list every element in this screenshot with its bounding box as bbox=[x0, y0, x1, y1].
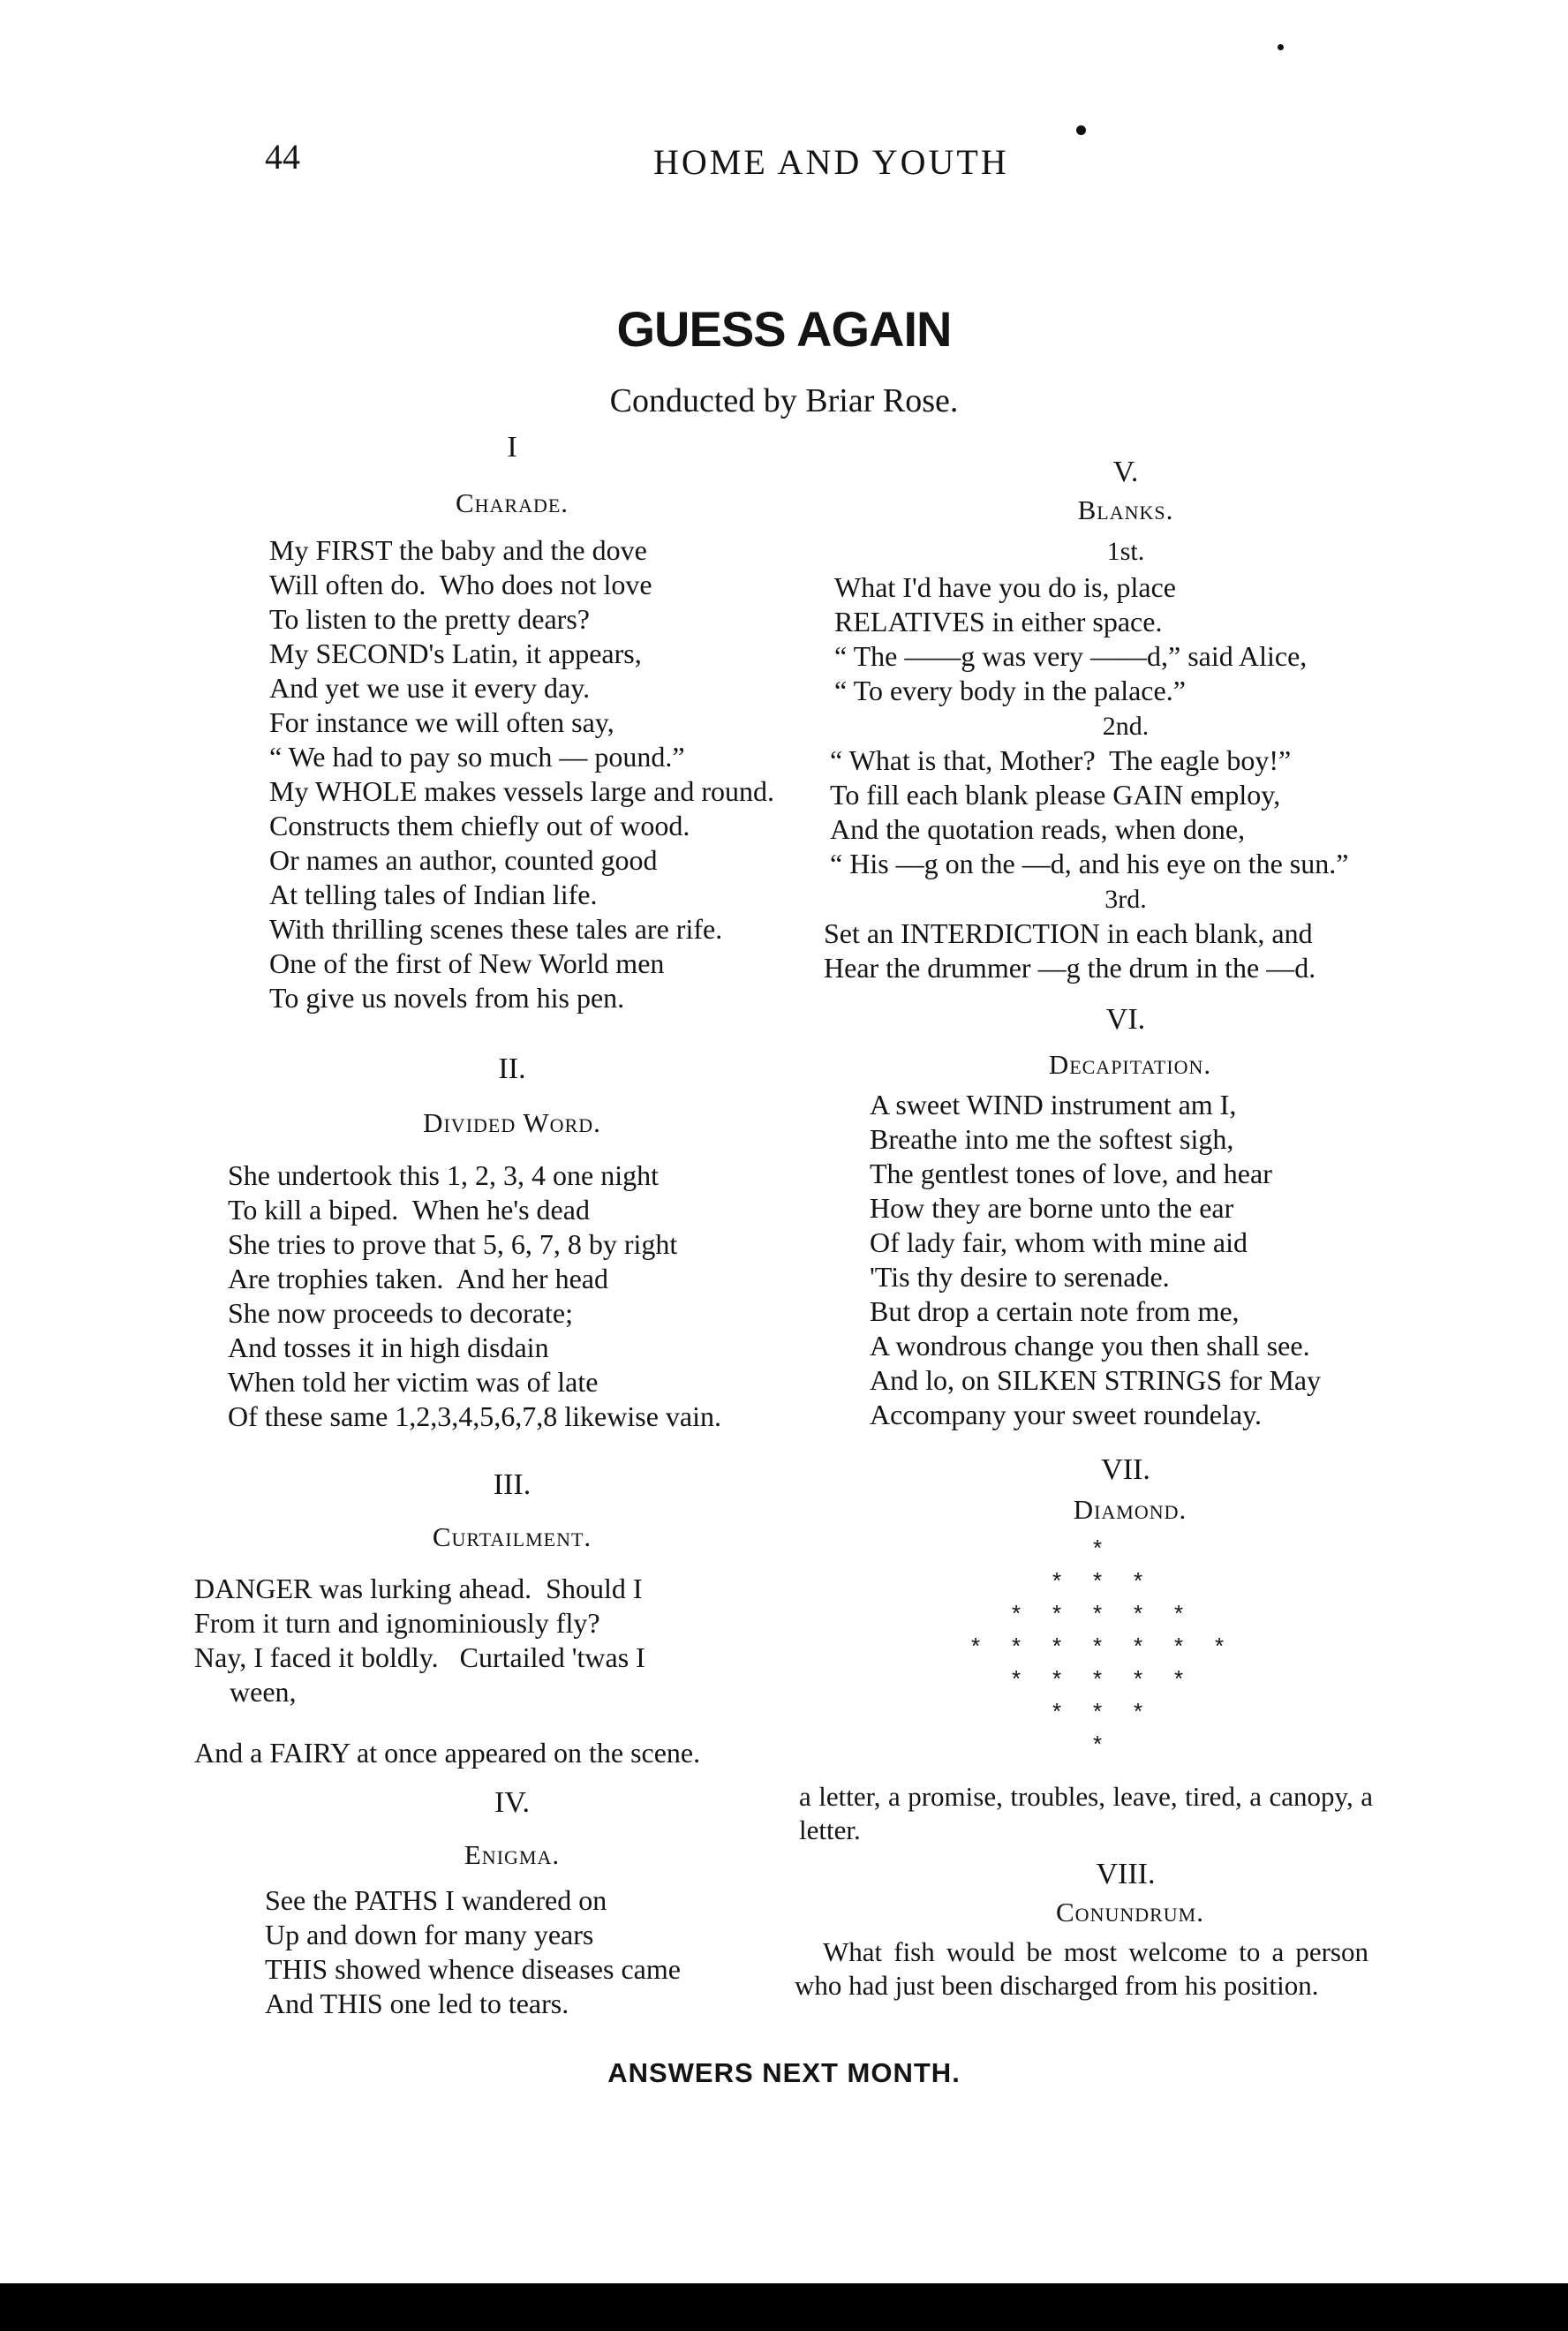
diamond-star: * bbox=[1215, 1633, 1225, 1659]
verse-line: And THIS one led to tears. bbox=[265, 1988, 569, 2019]
verse-line: Nay, I faced it boldly. Curtailed 'twas I bbox=[194, 1641, 645, 1673]
verse-line: She undertook this 1, 2, 3, 4 one night bbox=[228, 1159, 659, 1191]
verse-line: With thrilling scenes these tales are rife. bbox=[269, 913, 723, 945]
section-title-blanks: Blanks. bbox=[1077, 494, 1174, 525]
verse-line: Or names an author, counted good bbox=[269, 844, 658, 876]
diamond-star: * bbox=[1052, 1600, 1062, 1626]
verse-line: My WHOLE makes vessels large and round. bbox=[269, 775, 775, 807]
verse-line: See the PATHS I wandered on bbox=[265, 1884, 607, 1916]
divided-word-verse bbox=[228, 1158, 721, 1434]
verse-line: Of these same 1,2,3,4,5,6,7,8 likewise vain. bbox=[228, 1400, 721, 1432]
blanks-verse-2 bbox=[830, 743, 1348, 881]
verse-line: To fill each blank please GAIN employ, bbox=[830, 779, 1281, 811]
verse-line: Are trophies taken. And her head bbox=[228, 1263, 608, 1294]
verse-line: RELATIVES in either space. bbox=[834, 606, 1163, 637]
diamond-clue: a letter, a promise, troubles, leave, tired, a canopy, a letter. bbox=[799, 1781, 1373, 1845]
charade-verse bbox=[269, 533, 774, 1015]
verse-line: And lo, on SILKEN STRINGS for May bbox=[870, 1364, 1322, 1396]
verse-line: Hear the drummer —g the drum in the —d. bbox=[824, 952, 1316, 984]
byline: Conducted by Briar Rose. bbox=[609, 382, 959, 419]
section-number-3: III. bbox=[493, 1468, 531, 1501]
verse-line: A wondrous change you then shall see. bbox=[870, 1330, 1310, 1362]
diamond-star: * bbox=[1093, 1731, 1103, 1757]
diamond-star: * bbox=[1093, 1567, 1103, 1594]
section-number-8: VIII. bbox=[1096, 1858, 1156, 1890]
diamond-star: * bbox=[1012, 1665, 1021, 1692]
section-title-curtailment: Curtailment. bbox=[432, 1521, 592, 1552]
page-title: GUESS AGAIN bbox=[616, 301, 952, 357]
section-title-conundrum: Conundrum. bbox=[1056, 1897, 1204, 1927]
diamond-star: * bbox=[1174, 1600, 1184, 1626]
ink-speck bbox=[1278, 44, 1284, 50]
section-title-enigma: Enigma. bbox=[464, 1839, 561, 1870]
verse-line: At telling tales of Indian life. bbox=[269, 879, 598, 910]
verse-line: Breathe into me the softest sigh, bbox=[870, 1123, 1234, 1155]
diamond-star: * bbox=[1134, 1567, 1143, 1594]
verse-line: And the quotation reads, when done, bbox=[830, 813, 1246, 845]
verse-line: “ The ——g was very ——d,” said Alice, bbox=[834, 640, 1308, 672]
blanks-verse-1 bbox=[834, 570, 1307, 708]
diamond-star: * bbox=[1093, 1665, 1103, 1692]
verse-line: “ To every body in the palace.” bbox=[834, 675, 1186, 706]
section-number-4: IV. bbox=[494, 1786, 530, 1819]
section-title-decapitation: Decapitation. bbox=[1048, 1049, 1212, 1080]
diamond-star: * bbox=[1012, 1600, 1021, 1626]
verse-line: Will often do. Who does not love bbox=[269, 569, 652, 600]
section-number-5: V. bbox=[1112, 456, 1139, 488]
blanks-part-label-1: 1st. bbox=[1106, 537, 1145, 566]
diamond-star: * bbox=[1093, 1698, 1103, 1724]
diamond-star: * bbox=[1134, 1665, 1143, 1692]
verse-line: Accompany your sweet roundelay. bbox=[870, 1399, 1262, 1430]
scan-border bbox=[0, 2283, 1568, 2331]
verse-line: “ What is that, Mother? The eagle boy!” bbox=[830, 744, 1292, 776]
diamond-star: * bbox=[1052, 1665, 1062, 1692]
verse-line: DANGER was lurking ahead. Should I bbox=[194, 1573, 643, 1604]
answers-notice: ANSWERS NEXT MONTH. bbox=[607, 2057, 961, 2088]
verse-line: My FIRST the baby and the dove bbox=[269, 534, 647, 566]
diamond-star: * bbox=[1093, 1600, 1103, 1626]
diamond-star: * bbox=[1052, 1698, 1062, 1724]
verse-line: The gentlest tones of love, and hear bbox=[870, 1158, 1272, 1189]
verse-line: Of lady fair, whom with mine aid bbox=[870, 1226, 1248, 1258]
page-number: 44 bbox=[265, 137, 300, 177]
magazine-title: HOME AND YOUTH bbox=[653, 142, 1009, 182]
verse-line: From it turn and ignominiously fly? bbox=[194, 1607, 600, 1639]
verse-line: A sweet WIND instrument am I, bbox=[870, 1089, 1237, 1120]
verse-line: THIS showed whence diseases came bbox=[265, 1953, 681, 1985]
verse-line: “ His —g on the —d, and his eye on the sun.” bbox=[830, 848, 1349, 879]
verse-line: For instance we will often say, bbox=[269, 706, 614, 738]
diamond-star: * bbox=[1134, 1698, 1143, 1724]
verse-line: “ We had to pay so much — pound.” bbox=[269, 741, 685, 773]
verse-line: She tries to prove that 5, 6, 7, 8 by right bbox=[228, 1228, 678, 1260]
diamond-star: * bbox=[1052, 1633, 1062, 1659]
verse-line: Up and down for many years bbox=[265, 1919, 594, 1950]
diamond-puzzle bbox=[971, 1535, 1236, 1764]
conundrum-text: What fish would be most welcome to a person who had just been discharged from his position. bbox=[795, 1936, 1368, 2001]
ink-speck bbox=[1076, 125, 1086, 135]
verse-line: To listen to the pretty dears? bbox=[269, 603, 590, 635]
verse-line: What I'd have you do is, place bbox=[834, 571, 1176, 603]
verse-line: Set an INTERDICTION in each blank, and bbox=[824, 917, 1313, 949]
verse-line: To kill a biped. When he's dead bbox=[228, 1194, 590, 1226]
verse-line: ween, bbox=[194, 1676, 297, 1708]
section-title-divided-word: Divided Word. bbox=[423, 1107, 601, 1138]
diamond-star: * bbox=[1093, 1535, 1103, 1561]
section-title-charade: Charade. bbox=[455, 487, 569, 518]
section-number-2: II. bbox=[498, 1052, 526, 1085]
verse-line: 'Tis thy desire to serenade. bbox=[870, 1261, 1170, 1293]
verse-line: My SECOND's Latin, it appears, bbox=[269, 637, 642, 669]
verse-line: But drop a certain note from me, bbox=[870, 1295, 1240, 1327]
curtailment-verse bbox=[194, 1572, 700, 1770]
section-title-diamond: Diamond. bbox=[1073, 1494, 1187, 1525]
diamond-star: * bbox=[1093, 1633, 1103, 1659]
section-number-7: VII. bbox=[1101, 1453, 1150, 1486]
enigma-verse bbox=[265, 1883, 681, 2021]
decapitation-verse bbox=[870, 1088, 1321, 1432]
verse-line: Constructs them chiefly out of wood. bbox=[269, 810, 690, 841]
verse-line: And a FAIRY at once appeared on the scene. bbox=[194, 1737, 701, 1769]
verse-line: One of the first of New World men bbox=[269, 947, 665, 979]
diamond-star: * bbox=[1052, 1567, 1062, 1594]
verse-line: She now proceeds to decorate; bbox=[228, 1297, 573, 1329]
section-number-1: I bbox=[507, 431, 517, 464]
verse-line: To give us novels from his pen. bbox=[269, 982, 625, 1014]
diamond-star: * bbox=[1174, 1633, 1184, 1659]
verse-line: And tosses it in high disdain bbox=[228, 1331, 549, 1363]
diamond-star: * bbox=[1174, 1665, 1184, 1692]
diamond-star: * bbox=[1134, 1633, 1143, 1659]
verse-line: How they are borne unto the ear bbox=[870, 1192, 1234, 1224]
blanks-part-label-2: 2nd. bbox=[1102, 712, 1150, 741]
section-number-6: VI. bbox=[1105, 1003, 1146, 1036]
verse-line: And yet we use it every day. bbox=[269, 672, 591, 704]
diamond-star: * bbox=[971, 1633, 981, 1659]
verse-line: When told her victim was of late bbox=[228, 1366, 599, 1398]
diamond-star: * bbox=[1134, 1600, 1143, 1626]
blanks-verse-3 bbox=[824, 917, 1315, 985]
diamond-star: * bbox=[1012, 1633, 1021, 1659]
blanks-part-label-3: 3rd. bbox=[1104, 885, 1147, 914]
